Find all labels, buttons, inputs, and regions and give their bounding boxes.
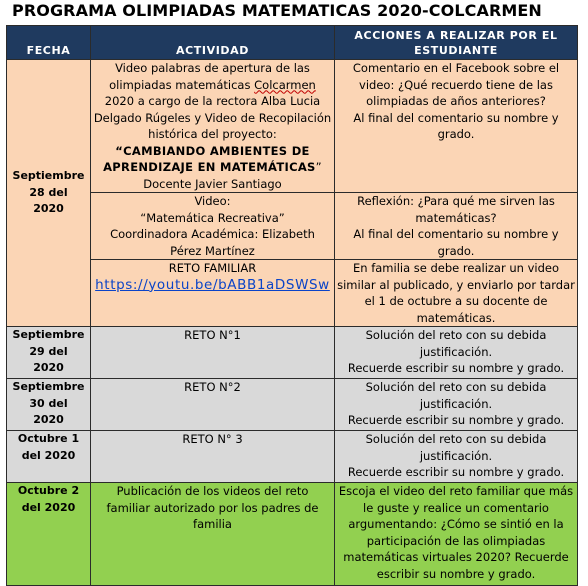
activity-cell: Video palabras de apertura de las olimpiadas matemáticas Colcarmen 2020 a cargo de la rectora Alba Lucia Delgado Rúgeles y Video de Recopilación histórica del proyecto: “CAMBIANDO AMBIENTES DE APRENDIZAJE EN MATEMÁTICAS” Docente Javier Santiago (91, 60, 335, 193)
date-cell-sep30: Septiembre 30 del 2020 (7, 379, 91, 431)
activity-cell: Video: “Matemática Recreativa” Coordinadora Académica: Elizabeth Pérez Martínez (91, 193, 335, 260)
activity-cell: RETO N° 3 (91, 431, 335, 483)
activity-cell: RETO N°2 (91, 379, 335, 431)
table-row (7, 379, 578, 431)
actions-cell: Solución del reto con su debida justificación. Recuerde escribir su nombre y grado. (335, 431, 578, 483)
table-row (7, 260, 578, 327)
actions-cell: En familia se debe realizar un video similar al publicado, y enviarlo por tardar el 1 de octubre a su docente de matemáticas. (335, 260, 578, 327)
header-acciones (335, 26, 578, 60)
actions-cell: Comentario en el Facebook sobre el video: ¿Qué recuerdo tiene de las olimpiadas de años anteriores? Al final del comentario su nombre y grado. (335, 60, 578, 193)
actions-cell: Solución del reto con su debida justificación. Recuerde escribir su nombre y grado. (335, 327, 578, 379)
date-cell-sep29: Septiembre 29 del 2020 (7, 327, 91, 379)
table-row (7, 483, 578, 586)
table-row (7, 327, 578, 379)
header-acciones-line1: ACCIONES A REALIZAR POR EL (354, 29, 558, 42)
project-name: “CAMBIANDO AMBIENTES DE APRENDIZAJE EN MATEMÁTICAS” (103, 143, 322, 174)
header-acciones-line2: ESTUDIANTE (414, 44, 498, 57)
table-row (7, 193, 578, 260)
date-cell-sep28: Septiembre 28 del 2020 (7, 60, 91, 327)
actions-cell: Solución del reto con su debida justificación. Recuerde escribir su nombre y grado. (335, 379, 578, 431)
youtube-link[interactable]: https://youtu.be/bABB1aDSWSw (95, 276, 330, 293)
header-fecha: FECHA (7, 26, 91, 60)
activity-cell: RETO N°1 (91, 327, 335, 379)
date-cell-oct2: Octubre 2 del 2020 (7, 483, 91, 586)
table-row (7, 60, 578, 193)
actions-cell: Reflexión: ¿Para qué me sirven las matemáticas? Al final del comentario su nombre y grado. (335, 193, 578, 260)
date-cell-oct1: Octubre 1 del 2020 (7, 431, 91, 483)
activity-cell: RETO FAMILIAR https://youtu.be/bABB1aDSWSw (91, 260, 335, 327)
actions-cell: Escoja el video del reto familiar que más le guste y realice un comentario argumentando: ¿Cómo se sintió en la participación de las olimpiadas matemáticas virtuales 2020? Recuerde escribir su nombre y grado. (335, 483, 578, 586)
schedule-table (6, 25, 578, 586)
table-row (7, 431, 578, 483)
header-row (7, 26, 578, 60)
page-title: PROGRAMA OLIMPIADAS MATEMATICAS 2020-COLCARMEN (12, 1, 542, 20)
header-actividad: ACTIVIDAD (91, 26, 335, 60)
misspelled-word: Colcarmen (254, 77, 316, 92)
activity-cell: Publicación de los videos del reto familiar autorizado por los padres de familia (91, 483, 335, 586)
